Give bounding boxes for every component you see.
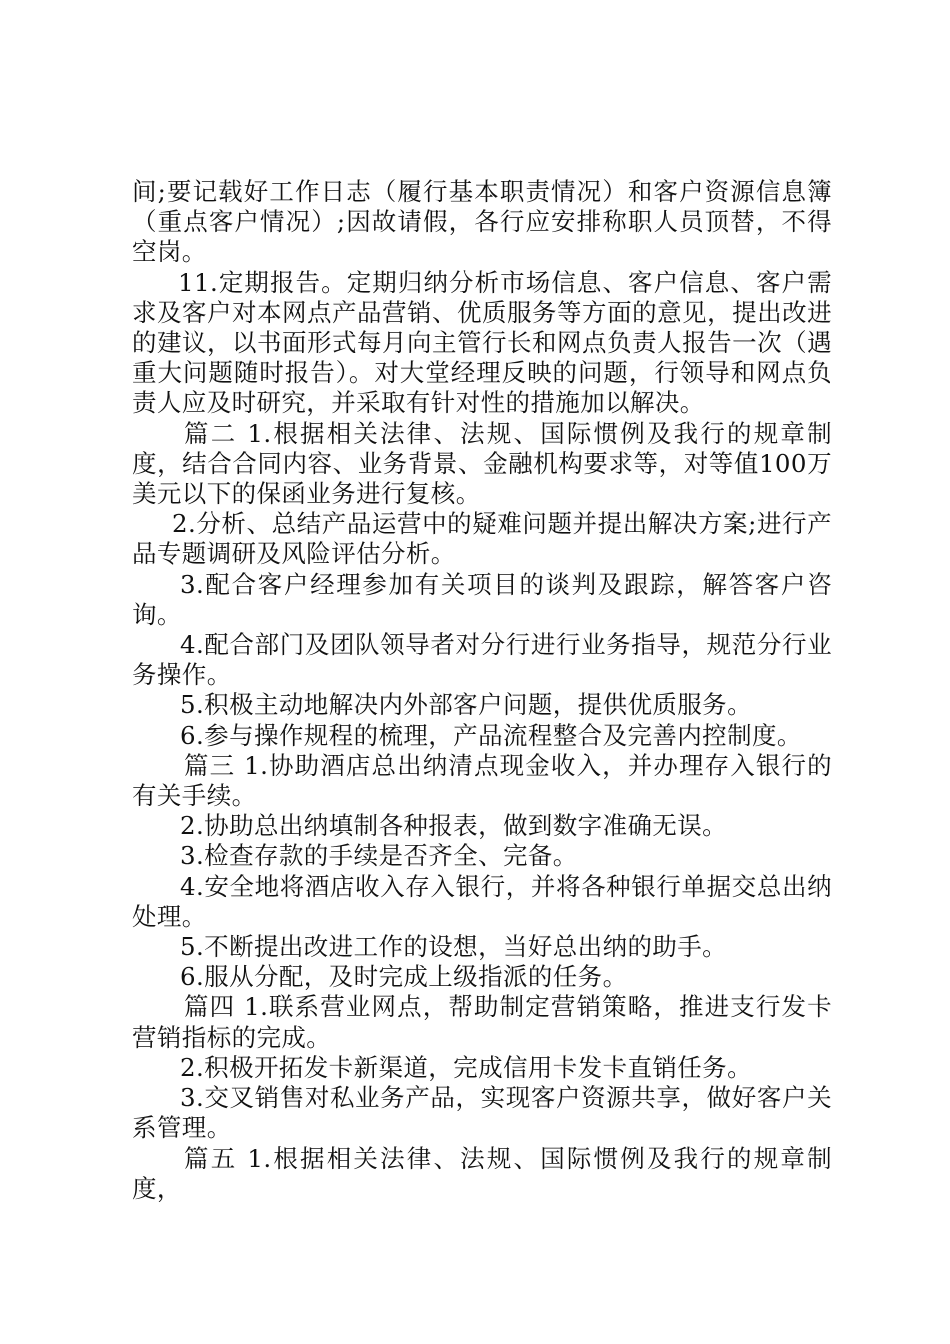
paragraph-section-4-item-1: 篇四 1.联系营业网点，帮助制定营销策略，推进支行发卡营销指标的完成。	[132, 992, 832, 1052]
paragraph-section-2-item-1: 篇二 1.根据相关法律、法规、国际惯例及我行的规章制度，结合合同内容、业务背景、金融机构要求等，对等值100万美元以下的保函业务进行复核。	[132, 418, 832, 509]
paragraph-section-2-item-4: 4.配合部门及团队领导者对分行进行业务指导，规范分行业务操作。	[132, 630, 832, 690]
paragraph-section-3-item-4: 4.安全地将酒店收入存入银行，并将各种银行单据交总出纳处理。	[132, 871, 832, 931]
paragraph-section-3-item-1: 篇三 1.协助酒店总出纳清点现金收入，并办理存入银行的有关手续。	[132, 750, 832, 811]
paragraph-section-3-item-5: 5.不断提出改进工作的设想，当好总出纳的助手。	[180, 932, 728, 962]
paragraph-section-4-item-2: 2.积极开拓发卡新渠道，完成信用卡发卡直销任务。	[180, 1052, 752, 1082]
paragraph-section-2-item-3: 3.配合客户经理参加有关项目的谈判及跟踪，解答客户咨询。	[132, 569, 832, 629]
paragraph-section-3-item-2: 2.协助总出纳填制各种报表，做到数字准确无误。	[180, 811, 728, 841]
paragraph-section-5-item-1: 篇五 1.根据相关法律、法规、国际惯例及我行的规章制度，	[132, 1143, 832, 1203]
paragraph-section-2-item-2: 2.分析、总结产品运营中的疑难问题并提出解决方案;进行产品专题调研及风险评估分析。	[132, 509, 832, 569]
document-body	[132, 177, 832, 1204]
paragraph-section-2-item-6: 6.参与操作规程的梳理，产品流程整合及完善内控制度。	[180, 720, 802, 750]
paragraph-section-2-item-5: 5.积极主动地解决内外部客户问题，提供优质服务。	[180, 690, 752, 720]
paragraph-item-11: 11.定期报告。定期归纳分析市场信息、客户信息、客户需求及客户对本网点产品营销、优质服务等方面的意见，提出改进的建议，以书面形式每月向主管行长和网点负责人报告一次（遇重大问题随时报告）。对大堂经理反映的问题，行领导和网点负责人应及时研究，并采取有针对性的措施加以解决。	[132, 267, 832, 418]
paragraph-section-3-item-3: 3.检查存款的手续是否齐全、完备。	[180, 841, 578, 871]
paragraph-section-3-item-6: 6.服从分配，及时完成上级指派的任务。	[180, 962, 628, 992]
paragraph-continuation: 间;要记载好工作日志（履行基本职责情况）和客户资源信息簿（重点客户情况）;因故请假，各行应安排称职人员顶替，不得空岗。	[132, 177, 832, 267]
paragraph-section-4-item-3: 3.交叉销售对私业务产品，实现客户资源共享，做好客户关系管理。	[132, 1083, 832, 1143]
